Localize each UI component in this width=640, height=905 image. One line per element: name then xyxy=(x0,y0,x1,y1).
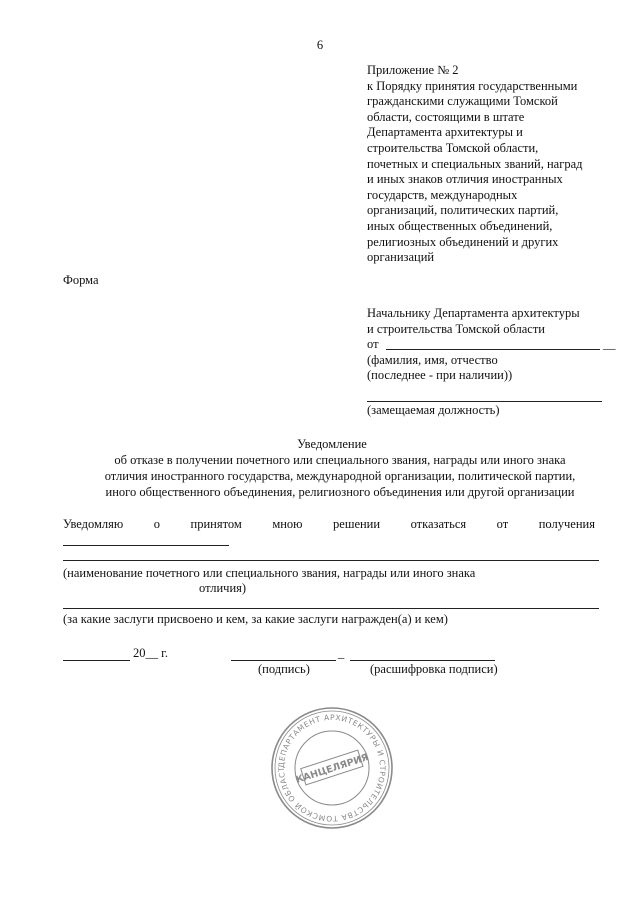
date-year xyxy=(133,646,168,662)
award-name-line[interactable] xyxy=(63,560,599,561)
subtitle-line: отличия иностранного государства, международной организации, политической партии, xyxy=(104,468,576,483)
appendix-line: к Порядку принятия государственными xyxy=(367,78,578,93)
appendix-line: строительства Томской области, xyxy=(367,140,539,155)
appendix-header xyxy=(367,63,627,266)
appendix-line: области, состоящими в штате xyxy=(367,109,525,124)
appendix-line: почетных и специальных званий, наград xyxy=(367,156,583,171)
date-field-line[interactable] xyxy=(63,660,130,661)
notify-word: от xyxy=(496,517,509,531)
stamp-center-text: КАНЦЕЛЯРИЯ xyxy=(294,752,371,786)
year-suffix: __ г. xyxy=(145,646,168,660)
notify-continuation-line[interactable] xyxy=(63,545,229,546)
page-number: 6 xyxy=(316,38,324,52)
appendix-line: государств, международных xyxy=(367,187,518,202)
stamp-ring-text: ДЕПАРТАМЕНТ АРХИТЕКТУРЫ И СТРОИТЕЛЬСТВА ТОМСКОЙ ОБЛАСТ xyxy=(276,712,388,824)
notify-word: принятом xyxy=(190,517,242,531)
signature-line[interactable] xyxy=(231,660,336,661)
office-stamp xyxy=(268,704,396,832)
notify-word: о xyxy=(153,517,161,531)
appendix-line: организаций, политических партий, xyxy=(367,203,559,218)
award-hint-1: (наименование почетного или специального звания, награды или иного знака xyxy=(63,566,476,580)
notify-word: отказаться xyxy=(410,517,467,531)
document-subtitle xyxy=(40,453,640,500)
form-label: Форма xyxy=(63,273,99,287)
notify-word: Уведомляю xyxy=(63,517,124,531)
appendix-line: религиозных объединений и других xyxy=(367,234,559,249)
notify-word: получения xyxy=(538,517,595,531)
award-hint-2: отличия) xyxy=(199,581,247,595)
subtitle-line: об отказе в получении почетного или специального звания, награды или иного знака xyxy=(114,453,566,467)
notify-sentence xyxy=(63,517,595,532)
year-prefix: 20 xyxy=(133,646,146,660)
notify-word: мною xyxy=(272,517,303,531)
addressee-line-2: и строительства Томской области xyxy=(367,321,545,336)
from-label: от xyxy=(367,337,379,352)
signature-decode-hint: (расшифровка подписи) xyxy=(370,662,498,676)
name-hint-2: (последнее - при наличии)) xyxy=(367,368,513,383)
notify-word: решении xyxy=(333,517,381,531)
stamp-graphic xyxy=(268,704,396,832)
addressee-line-1: Начальнику Департамента архитектуры xyxy=(367,306,580,320)
from-row xyxy=(367,337,617,353)
position-field-line[interactable] xyxy=(367,401,602,402)
document-title: Уведомление xyxy=(297,437,367,451)
from-tail: __ xyxy=(603,337,616,352)
appendix-line: Приложение № 2 xyxy=(367,63,459,77)
appendix-line: Департамента архитектуры и xyxy=(367,125,523,140)
appendix-line: гражданскими служащими Томской xyxy=(367,94,558,109)
position-hint: (замещаемая должность) xyxy=(367,403,500,417)
subtitle-line: иного общественного объединения, религиозного объединения или другой организации xyxy=(105,484,575,499)
appendix-line: и иных знаков отличия иностранных xyxy=(367,172,563,187)
addressee-block xyxy=(367,306,617,384)
appendix-line: организаций xyxy=(367,250,435,265)
merit-hint: (за какие заслуги присвоено и кем, за какие заслуги награжден(а) и кем) xyxy=(63,612,448,626)
merit-line[interactable] xyxy=(63,608,599,609)
signature-hint: (подпись) xyxy=(258,662,310,676)
signature-decode-line[interactable] xyxy=(350,660,495,661)
appendix-line: иных общественных объединений, xyxy=(367,218,553,233)
name-hint-1: (фамилия, имя, отчество xyxy=(367,352,498,367)
signature-dash: _ xyxy=(338,646,345,660)
from-name-field[interactable] xyxy=(386,349,600,350)
